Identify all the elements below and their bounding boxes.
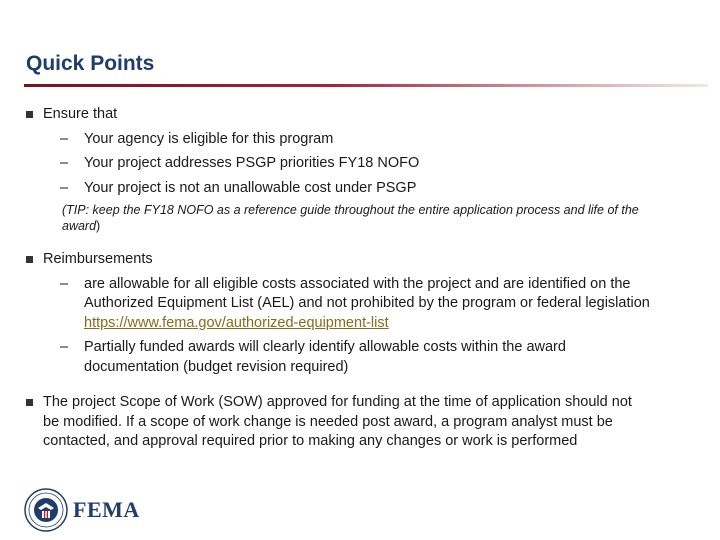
title-divider bbox=[24, 84, 708, 87]
dash-icon: – bbox=[60, 339, 69, 355]
bullet-reimbursements bbox=[26, 250, 651, 270]
square-bullet-icon bbox=[26, 111, 33, 118]
sub-bullet-text: Your agency is eligible for this program bbox=[84, 130, 334, 147]
sub-bullet-text: Partially funded awards will clearly identify allowable costs within the award documentation (budget revision required) bbox=[84, 339, 566, 375]
sub-bullet bbox=[26, 338, 651, 377]
square-bullet-icon bbox=[26, 256, 33, 263]
slide-content bbox=[26, 105, 651, 452]
tip-note bbox=[26, 202, 651, 234]
dash-icon: – bbox=[60, 179, 69, 196]
dash-icon: – bbox=[60, 155, 69, 171]
fema-logo bbox=[24, 488, 140, 532]
sub-bullet bbox=[26, 179, 651, 199]
tip-text: (TIP: keep the FY18 NOFO as a reference guide throughout the entire application process and life of the award bbox=[62, 203, 639, 233]
bullet-text: The project Scope of Work (SOW) approved for funding at the time of application should not be modified. If a scope of work change is needed post award, a program analyst must be contacted, and approval required prior to making any changes or work is performed bbox=[43, 394, 632, 449]
bullet-ensure-that bbox=[26, 105, 651, 125]
dhs-seal-icon bbox=[24, 488, 68, 532]
sub-bullet bbox=[26, 275, 651, 334]
dash-icon: – bbox=[60, 275, 69, 292]
slide-title: Quick Points bbox=[26, 52, 155, 75]
dash-icon: – bbox=[60, 130, 69, 147]
square-bullet-icon bbox=[26, 399, 33, 406]
bullet-scope-of-work bbox=[26, 393, 651, 452]
tip-close: ) bbox=[96, 219, 101, 233]
sub-bullet-text: are allowable for all eligible costs associated with the project and are identified on the Authorized Equipment List (AEL) and not prohibited by the program or federal legislation bbox=[84, 275, 650, 311]
sub-bullet bbox=[26, 130, 651, 150]
sub-bullet-text: Your project is not an unallowable cost under PSGP bbox=[84, 179, 417, 196]
sub-bullet bbox=[26, 154, 651, 174]
ael-link[interactable]: https://www.fema.gov/authorized-equipment-list bbox=[84, 314, 389, 331]
bullet-text: Ensure that bbox=[43, 106, 118, 122]
bullet-text: Reimbursements bbox=[43, 251, 153, 267]
sub-bullet-text: Your project addresses PSGP priorities FY18 NOFO bbox=[84, 155, 420, 171]
fema-wordmark: FEMA bbox=[73, 497, 140, 522]
